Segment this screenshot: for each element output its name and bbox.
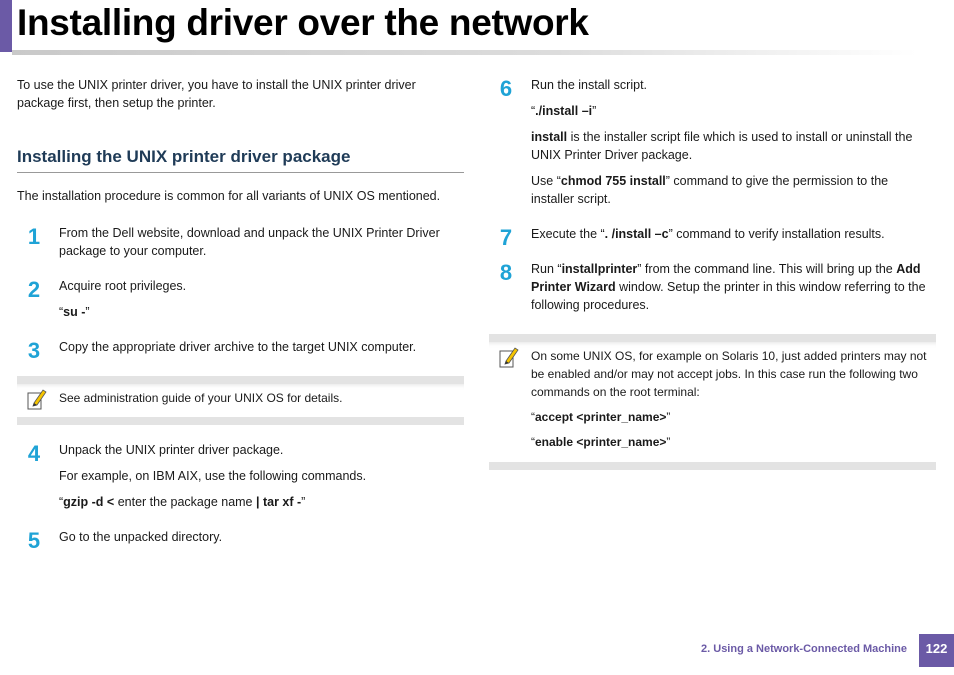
intro-paragraph: To use the UNIX printer driver, you have to install the UNIX printer driver package first, then setup the printer.	[17, 78, 416, 110]
note-2-command-accept: “accept <printer_name>”	[531, 410, 671, 424]
step-6-description: install is the installer script file which is used to install or uninstall the UNIX Printer Driver package.	[531, 130, 913, 162]
page-number: 122	[919, 634, 954, 667]
step-number-3: 3	[27, 338, 41, 363]
step-number-7: 7	[499, 225, 513, 250]
step-6-permission: Use “chmod 755 install” command to give the permission to the installer script.	[531, 174, 889, 206]
footer-chapter-label: 2. Using a Network-Connected Machine	[701, 643, 907, 655]
section-heading: Installing the UNIX printer driver package	[17, 146, 464, 173]
step-number-8: 8	[499, 260, 513, 285]
step-1-text: From the Dell website, download and unpack the UNIX Printer Driver package to your computer.	[59, 226, 440, 258]
step-6-command: “./install –i”	[531, 104, 597, 118]
step-2-text: Acquire root privileges.	[59, 279, 187, 293]
step-number-6: 6	[499, 76, 513, 101]
step-8-text: Run “installprinter” from the command line. This will bring up the Add Printer Wizard window. Setup the printer in this window referring to the following procedures.	[531, 262, 926, 312]
step-number-4: 4	[27, 441, 41, 466]
note-pencil-icon	[26, 387, 48, 411]
step-4-text: Unpack the UNIX printer driver package.	[59, 443, 284, 457]
title-accent-bar	[0, 0, 12, 52]
step-5-text: Go to the unpacked directory.	[59, 530, 223, 544]
title-divider	[12, 50, 917, 55]
step-number-1: 1	[27, 224, 41, 249]
step-6-text: Run the install script.	[531, 78, 648, 92]
step-7-text: Execute the “. /install –c” command to verify installation results.	[531, 227, 885, 241]
step-3-text: Copy the appropriate driver archive to the target UNIX computer.	[59, 340, 417, 354]
section-lead: The installation procedure is common for all variants of UNIX OS mentioned.	[17, 189, 441, 203]
note-2-text: On some UNIX OS, for example on Solaris 10, just added printers may not be enabled and/or may not accept jobs. In this case run the following two commands on the root terminal:	[531, 349, 927, 399]
step-number-2: 2	[27, 277, 41, 302]
step-4-command: “gzip -d < enter the package name | tar xf -”	[59, 495, 306, 509]
note-pencil-icon	[498, 345, 520, 369]
page-title: Installing driver over the network	[17, 2, 589, 43]
step-number-5: 5	[27, 528, 41, 553]
step-2-command: “su -”	[59, 305, 90, 319]
note-1-text: See administration guide of your UNIX OS for details.	[59, 391, 343, 405]
step-4-example: For example, on IBM AIX, use the following commands.	[59, 469, 367, 483]
note-2-command-enable: “enable <printer_name>”	[531, 435, 671, 449]
